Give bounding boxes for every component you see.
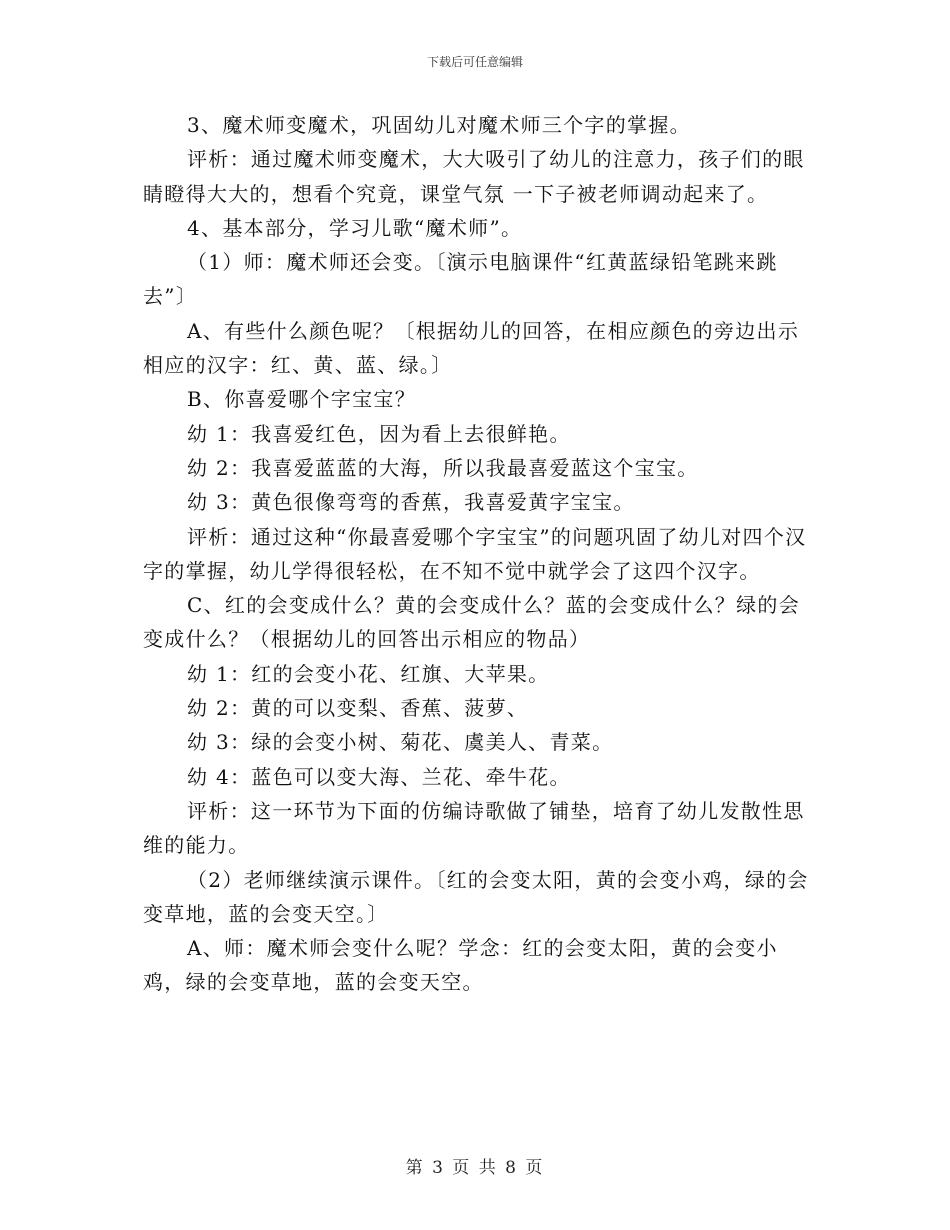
paragraph-comment-3: 评析：这一环节为下面的仿编诗歌做了铺垫，培育了幼儿发散性思维的能力。	[143, 798, 805, 858]
paragraph-teacher-a: A、师：魔术师会变什么呢？学念：红的会变太阳，黄的会变小鸡，绿的会变草地，蓝的会变天空。	[143, 936, 778, 995]
paragraph-question-b: B、你喜爱哪个字宝宝？	[187, 387, 416, 412]
paragraph-step-2: （2）老师继续演示课件。〔红的会变太阳，黄的会变小鸡，绿的会变草地，蓝的会变天空。〕	[143, 867, 809, 926]
paragraph-answer-3: 幼 3：绿的会变小树、菊花、虞美人、青菜。	[187, 730, 614, 755]
paragraph-answer-1: 幼 1：红的会变小花、红旗、大苹果。	[187, 661, 550, 686]
paragraph-answer-2: 幼 2：黄的可以变梨、香蕉、菠萝、	[187, 696, 529, 721]
paragraph-section-3: 3、魔术师变魔术，巩固幼儿对魔术师三个字的掌握。	[187, 113, 691, 137]
paragraph-comment-1: 评析：通过魔术师变魔术，大大吸引了幼儿的注意力，孩子们的眼睛瞪得大大的，想看个究竟，课堂气氛 一下子被老师调动起来了。	[143, 147, 805, 206]
paragraph-answer-4: 幼 4：蓝色可以变大海、兰花、牵牛花。	[187, 764, 571, 789]
page-number: 第 3 页 共 8 页	[405, 1158, 545, 1178]
page-header-note: 下载后可任意编辑	[426, 55, 523, 69]
paragraph-child-2: 幼 2：我喜爱蓝蓝的大海，所以我最喜爱蓝这个宝宝。	[187, 455, 699, 480]
document-body	[143, 108, 809, 1000]
paragraph-child-3: 幼 3：黄色很像弯弯的香蕉，我喜爱黄字宝宝。	[187, 490, 635, 515]
paragraph-step-1: （1）师：魔术师还会变。〔演示电脑课件“红黄蓝绿铅笔跳来跳去”〕	[143, 250, 778, 309]
paragraph-question-c: C、红的会变成什么？黄的会变成什么？蓝的会变成什么？绿的会变成什么？（根据幼儿的回答出示相应的物品）	[143, 593, 801, 652]
paragraph-child-1: 幼 1：我喜爱红色，因为看上去很鲜艳。	[187, 421, 571, 446]
paragraph-comment-2: 评析：通过这种“你最喜爱哪个字宝宝”的问题巩固了幼儿对四个汉字的掌握，幼儿学得很轻松，在不知不觉中就学会了这四个汉字。	[143, 524, 807, 583]
paragraph-question-a: A、有些什么颜色呢？〔根据幼儿的回答，在相应颜色的旁边出示相应的汉字：红、黄、蓝、绿。〕	[143, 318, 800, 378]
paragraph-section-4: 4、基本部分，学习儿歌“魔术师”。	[187, 215, 523, 240]
